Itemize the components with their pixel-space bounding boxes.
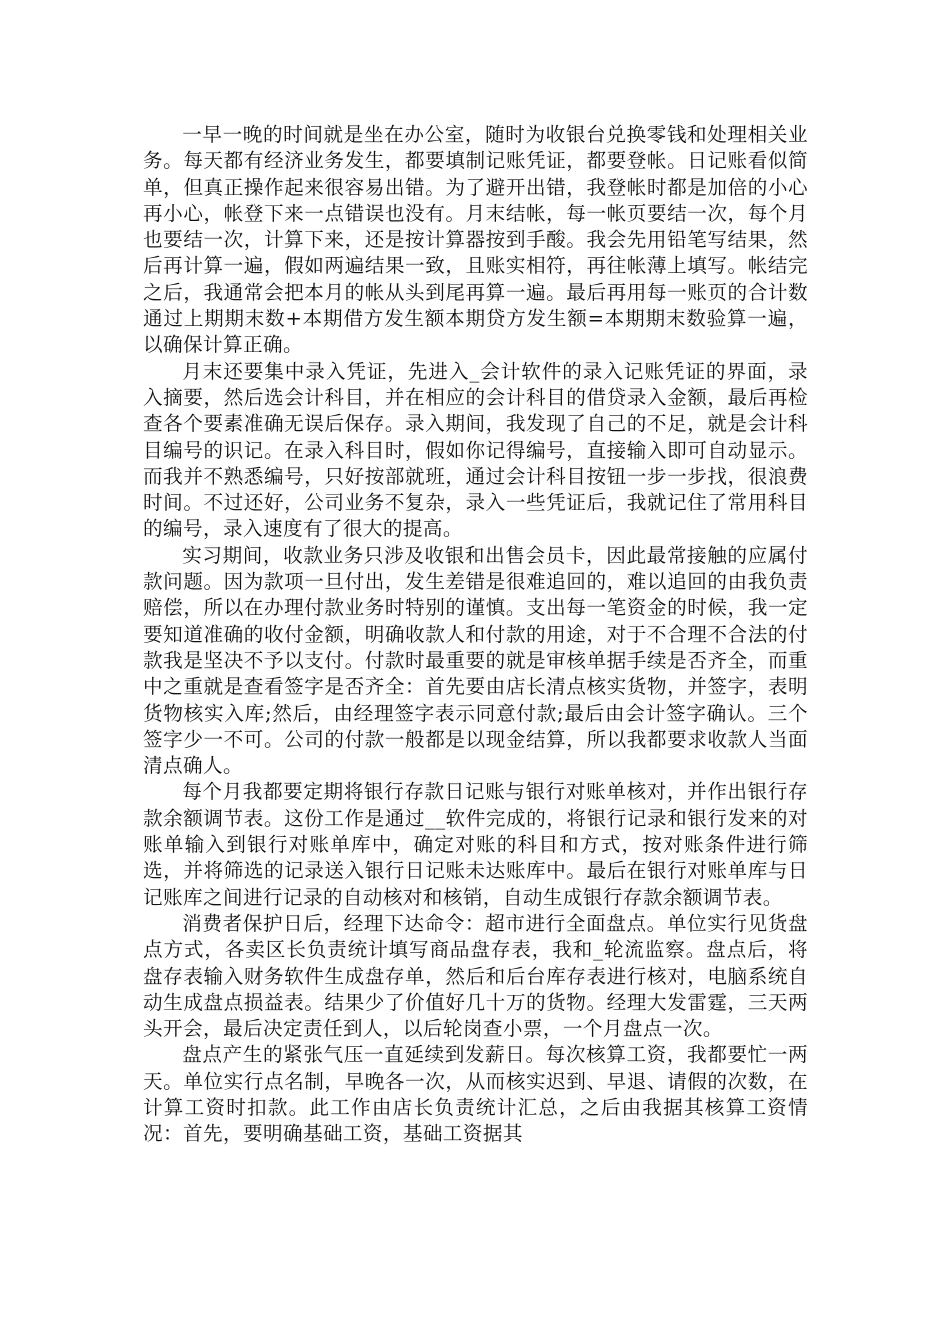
paragraph-bank-reconciliation: 每个月我都要定期将银行存款日记账与银行对账单核对，并作出银行存款余额调节表。这份工作是通过__软件完成的，将银行记录和银行发来的对账单输入到银行对账单库中，确定对账的科目和方式，按对账条件进行筛选，并将筛选的记录送入银行日记账未达账库中。最后在银行对账单库与日记账库之间进行记录的自动核对和核销，自动生成银行存款余额调节表。 xyxy=(143,780,808,909)
document-body xyxy=(143,122,808,1148)
paragraph-voucher-entry: 月末还要集中录入凭证，先进入_会计软件的录入记账凭证的界面，录入摘要，然后选会计科目，并在相应的会计科目的借贷录入金额，最后再检查各个要素准确无误后保存。录入期间，我发现了自己的不足，就是会计科目编号的识记。在录入科目时，假如你记得编号，直接输入即可自动显示。而我并不熟悉编号，只好按部就班，通过会计科目按钮一步一步找，很浪费时间。不过还好，公司业务不复杂，录入一些凭证后，我就记住了常用科目的编号，录入速度有了很大的提高。 xyxy=(143,359,808,541)
paragraph-payroll: 盘点产生的紧张气压一直延续到发薪日。每次核算工资，我都要忙一两天。单位实行点名制，早晚各一次，从而核实迟到、早退、请假的次数，在计算工资时扣款。此工作由店长负责统计汇总，之后由我据其核算工资情况：首先，要明确基础工资，基础工资据其 xyxy=(143,1043,808,1146)
paragraph-payment-review: 实习期间，收款业务只涉及收银和出售会员卡，因此最常接触的应属付款问题。因为款项一旦付出，发生差错是很难追回的，难以追回的由我负责赔偿，所以在办理付款业务时特别的谨慎。支出每一笔资金的时候，我一定要知道准确的收付金额，明确收款人和付款的用途，对于不合理不合法的付款我是坚决不予以支付。付款时最重要的就是审核单据手续是否齐全，而重中之重就是查看签字是否齐全：首先要由店长清点核实货物，并签字，表明货物核实入库;然后，由经理签字表示同意付款;最后由会计签字确认。三个签字少一不可。公司的付款一般都是以现金结算，所以我都要求收款人当面清点确人。 xyxy=(143,543,808,778)
paragraph-cashier-daily-work: 一早一晚的时间就是坐在办公室，随时为收银台兑换零钱和处理相关业务。每天都有经济业务发生，都要填制记账凭证，都要登帐。日记账看似简单，但真正操作起来很容易出错。为了避开出错，我登帐时都是加倍的小心再小心，帐登下来一点错误也没有。月末结帐，每一帐页要结一次，每个月也要结一次，计算下来，还是按计算器按到手酸。我会先用铅笔写结果，然后再计算一遍，假如两遍结果一致，且账实相符，再往帐薄上填写。帐结完之后，我通常会把本月的帐从头到尾再算一遍。最后再用每一账页的合计数通过上期期末数+本期借方发生额本期贷方发生额=本期期末数验算一遍，以确保计算正确。 xyxy=(143,123,808,357)
paragraph-inventory-check: 消费者保护日后，经理下达命令：超市进行全面盘点。单位实行见货盘点方式，各卖区长负责统计填写商品盘存表，我和_轮流监察。盘点后，将盘存表输入财务软件生成盘存单，然后和后台库存表进行核对，电脑系统自动生成盘点损益表。结果少了价值好几十万的货物。经理大发雷霆，三天两头开会，最后决定责任到人，以后轮岗查小票，一个月盘点一次。 xyxy=(143,911,808,1041)
